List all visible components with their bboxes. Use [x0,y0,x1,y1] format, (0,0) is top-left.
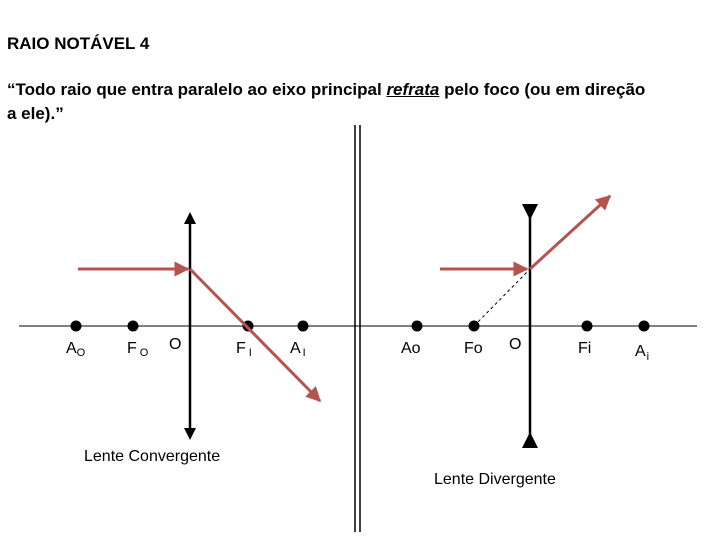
label-fi-right: Fi [578,340,592,357]
page-title: RAIO NOTÁVEL 4 [7,34,150,53]
focus-construction-line [474,269,530,326]
label-o-right: O [509,336,522,353]
label-o-left: O [169,336,182,353]
caption-diverging: Lente Divergente [434,471,556,488]
lens-bottom-inverted-arrow [522,432,538,448]
ray-diverging [440,196,610,326]
label-ai-left: A I [290,340,306,359]
rule-text-start: “Todo raio que entra paralelo ao eixo principal [7,80,387,99]
label-fi-left: F I [236,340,252,359]
point-ao-left [71,321,82,332]
label-ai-right: $A_i$ [635,343,650,363]
ray-converging [78,269,320,401]
lens-bottom-arrow [184,428,196,440]
label-fo-left: F O [127,340,149,359]
point-fi-right [582,321,593,332]
label-ao-right: Ao [401,340,421,357]
point-ai-left [298,321,309,332]
point-ao-right [412,321,423,332]
caption-converging: Lente Convergente [84,448,221,465]
lens-top-inverted-arrow [522,204,538,220]
lens-top-arrow [184,212,196,224]
rule-emphasis: refrata [386,80,440,99]
point-fo-left [128,321,139,332]
divider [355,125,360,532]
label-fo-right: Fo [464,340,483,357]
label-ao-left: AO [66,340,86,359]
point-ai-right [639,321,650,332]
rule-text-end: pelo foco (ou em direção a ele).” [7,80,646,123]
